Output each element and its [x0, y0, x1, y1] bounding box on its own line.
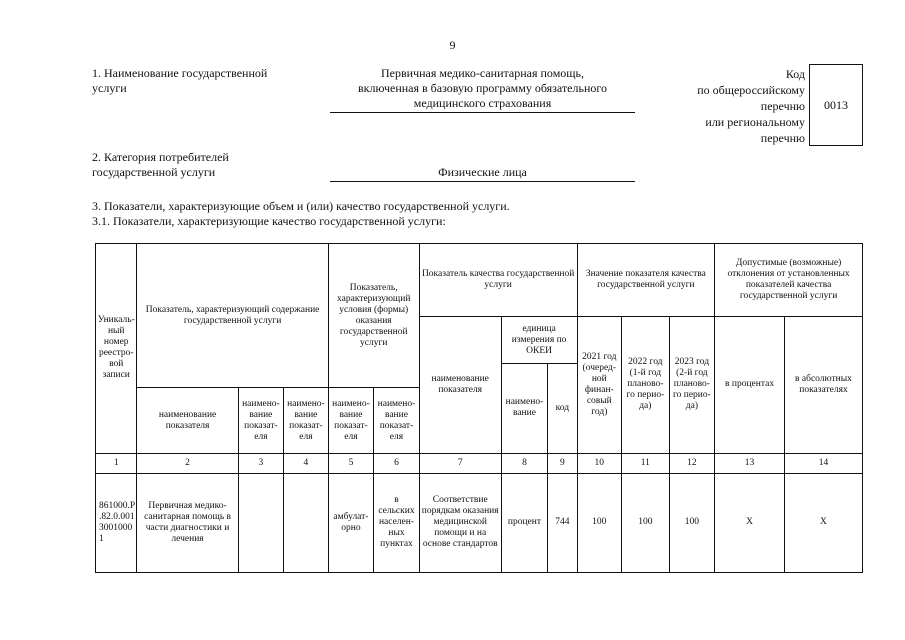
page-number: 9: [449, 38, 456, 52]
service-name-label-line2: услуги: [92, 81, 127, 95]
header-deviation-percent: в процентах: [715, 317, 785, 453]
service-name-value: [330, 66, 635, 113]
column-number: 3: [238, 453, 284, 473]
cell-value-2023: 100: [669, 473, 715, 572]
cell-indicator-name: Соответствие порядкам оказания медицинской помощи и на основе стандартов: [419, 473, 501, 572]
consumer-category-label-line2: государственной услуги: [92, 165, 216, 179]
header-registry-number: Уникаль-ный номер реестро-вой записи: [96, 244, 137, 454]
cell-registry-number: 861000.Р.82.0.00130010001: [96, 473, 137, 572]
cell-content-2: [238, 473, 284, 572]
column-number: 9: [548, 453, 577, 473]
cell-condition-2: в сельских населен-ных пунктах: [374, 473, 420, 572]
column-number: 11: [622, 453, 670, 473]
column-number: 8: [501, 453, 548, 473]
consumer-category-value: Физические лица: [330, 165, 635, 182]
section-3-1-title: 3.1. Показатели, характеризующие качество государственной услуги:: [92, 214, 446, 228]
header-year-2021: 2021 год (очеред-ной финан-совый год): [577, 317, 622, 453]
code-label-line: перечню: [760, 99, 805, 113]
cell-unit-name: процент: [501, 473, 548, 572]
header-content-name-2: наимено-вание показат-еля: [238, 388, 284, 453]
header-allowed-deviation: Допустимые (возможные) отклонения от установленных показателей качества государственной услуги: [715, 244, 863, 317]
header-year-2022: 2022 год (1-й год планово-го перио-да): [622, 317, 670, 453]
header-content-name-3: наимено-вание показат-еля: [284, 388, 329, 453]
quality-indicators-table: [95, 243, 863, 573]
column-number: 1: [96, 453, 137, 473]
header-year-2023: 2023 год (2-й год планово-го перио-да): [669, 317, 715, 453]
cell-condition-1: амбулат-орно: [328, 473, 374, 572]
cell-content-1: Первичная медико-санитарная помощь в части диагностики и лечения: [137, 473, 238, 572]
column-number: 13: [715, 453, 785, 473]
cell-content-3: [284, 473, 329, 572]
column-number: 6: [374, 453, 420, 473]
code-label-line: или региональному: [705, 115, 805, 129]
header-unit-name: наимено-вание: [501, 364, 548, 453]
header-unit-code: код: [548, 364, 577, 453]
column-number: 2: [137, 453, 238, 473]
header-condition-name-2: наимено-вание показат-еля: [374, 388, 420, 453]
code-label-line: по общероссийскому: [697, 83, 805, 97]
code-box: 0013: [809, 64, 863, 146]
header-indicator-name: наименование показателя: [419, 317, 501, 453]
header-condition-indicator: Показатель, характеризующий условия (формы) оказания государственной услуги: [328, 244, 419, 388]
cell-value-2022: 100: [622, 473, 670, 572]
code-label-line: перечню: [760, 131, 805, 145]
header-deviation-absolute: в абсолютных показателях: [784, 317, 862, 453]
cell-deviation-absolute: X: [784, 473, 862, 572]
header-unit: единица измерения по ОКЕИ: [501, 317, 577, 364]
consumer-category-label-line1: 2. Категория потребителей: [92, 150, 229, 164]
column-number: 10: [577, 453, 622, 473]
column-number: 7: [419, 453, 501, 473]
service-name-value-line1: Первичная медико-санитарная помощь,: [380, 66, 584, 80]
column-number: 5: [328, 453, 374, 473]
header-content-indicator: Показатель, характеризующий содержание государственной услуги: [137, 244, 328, 388]
header-condition-name-1: наимено-вание показат-еля: [328, 388, 374, 453]
header-quality-indicator: Показатель качества государственной услуги: [419, 244, 577, 317]
code-label: [655, 66, 805, 146]
service-name-value-line2: включенная в базовую программу обязательного: [357, 81, 608, 95]
header-content-name-1: наименование показателя: [137, 388, 238, 453]
service-name-label-line1: 1. Наименование государственной: [92, 66, 268, 80]
cell-deviation-percent: X: [715, 473, 785, 572]
service-name-label: [92, 66, 322, 96]
cell-value-2021: 100: [577, 473, 622, 572]
column-number: 4: [284, 453, 329, 473]
consumer-category-label: [92, 150, 322, 180]
service-name-value-line3: медицинского страхования: [413, 96, 552, 110]
column-number: 12: [669, 453, 715, 473]
column-numbers-row: [96, 453, 863, 473]
header-indicator-value: Значение показателя качества государственной услуги: [577, 244, 715, 317]
column-number: 14: [784, 453, 862, 473]
cell-unit-code: 744: [548, 473, 577, 572]
table-row: [96, 473, 863, 572]
section-3-title: 3. Показатели, характеризующие объем и (или) качество государственной услуги.: [92, 199, 510, 213]
code-label-line: Код: [785, 67, 805, 81]
